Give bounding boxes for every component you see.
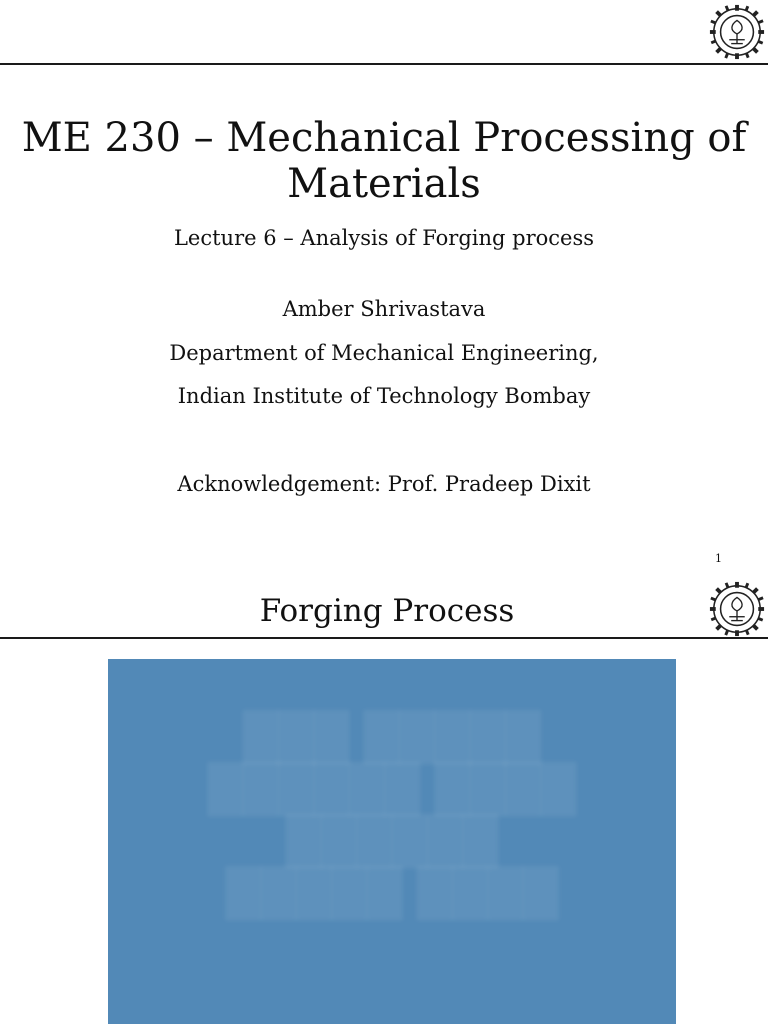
slide-title: Forging Process: [259, 593, 515, 629]
media-placeholder[interactable]: [108, 659, 676, 1024]
page-number: 1: [715, 552, 722, 565]
institute-name: Indian Institute of Technology Bombay: [177, 384, 591, 408]
department-name: Department of Mechanical Engineering,: [169, 341, 599, 365]
author-name: Amber Shrivastava: [282, 297, 486, 321]
page-title: [0, 115, 768, 207]
title-line-2: Materials: [287, 160, 481, 207]
faint-watermark: ███ █████ ██████ ████ ██████ █████ ████: [207, 710, 577, 920]
forging-slide: [0, 572, 768, 1024]
header-rule: [0, 637, 768, 639]
iit-bombay-emblem-icon: [708, 580, 766, 638]
lecture-subtitle: Lecture 6 – Analysis of Forging process: [173, 226, 595, 250]
title-line-1: ME 230 – Mechanical Processing of: [21, 114, 747, 161]
header-rule: [0, 63, 768, 65]
acknowledgement: Acknowledgement: Prof. Pradeep Dixit: [177, 472, 591, 496]
iit-bombay-emblem-icon: [708, 3, 766, 61]
